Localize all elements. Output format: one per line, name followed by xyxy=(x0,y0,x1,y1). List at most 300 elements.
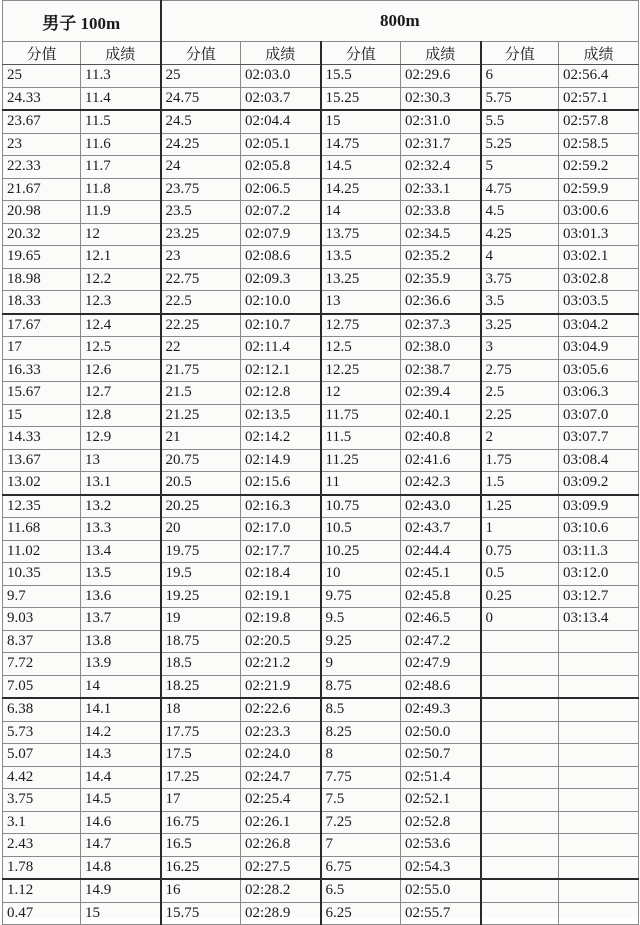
result-800m-cell xyxy=(559,789,639,812)
result-800m-cell: 02:31.0 xyxy=(401,110,481,133)
score-100m-cell: 5.73 xyxy=(3,721,81,744)
table-row xyxy=(3,291,639,314)
result-100m-cell: 13.7 xyxy=(81,608,161,631)
result-800m-cell xyxy=(559,721,639,744)
score-800m-cell: 19.5 xyxy=(161,563,241,586)
score-800m-cell: 18.25 xyxy=(161,675,241,698)
result-800m-cell: 02:54.3 xyxy=(401,856,481,879)
result-100m-cell: 14 xyxy=(81,675,161,698)
result-100m-cell: 12.2 xyxy=(81,268,161,291)
score-800m-cell xyxy=(481,630,559,653)
result-800m-cell: 03:01.3 xyxy=(559,223,639,246)
result-800m-cell: 02:51.4 xyxy=(401,766,481,789)
result-100m-cell: 12.9 xyxy=(81,427,161,450)
score-100m-cell: 20.98 xyxy=(3,201,81,224)
result-800m-cell: 02:44.4 xyxy=(401,540,481,563)
score-800m-cell: 11 xyxy=(321,472,401,495)
result-800m-cell: 02:03.0 xyxy=(241,65,321,88)
score-800m-cell: 7.25 xyxy=(321,811,401,834)
result-100m-cell: 12.1 xyxy=(81,246,161,269)
table-row xyxy=(3,540,639,563)
result-100m-cell: 13.2 xyxy=(81,495,161,518)
result-800m-cell: 02:09.3 xyxy=(241,268,321,291)
result-800m-cell: 03:02.1 xyxy=(559,246,639,269)
score-100m-cell: 23.67 xyxy=(3,110,81,133)
score-100m-cell: 7.72 xyxy=(3,653,81,676)
result-800m-cell: 02:37.3 xyxy=(401,314,481,337)
score-800m-cell: 16.25 xyxy=(161,856,241,879)
table-row xyxy=(3,268,639,291)
table-row xyxy=(3,766,639,789)
score-800m-cell: 0.25 xyxy=(481,585,559,608)
score-800m-cell: 11.5 xyxy=(321,427,401,450)
result-800m-cell: 02:43.7 xyxy=(401,518,481,541)
score-800m-cell: 21 xyxy=(161,427,241,450)
result-800m-cell: 02:12.1 xyxy=(241,359,321,382)
score-800m-cell: 11.75 xyxy=(321,404,401,427)
score-800m-cell: 23.75 xyxy=(161,178,241,201)
score-100m-cell: 1.12 xyxy=(3,879,81,902)
result-800m-cell: 02:42.3 xyxy=(401,472,481,495)
score-800m-cell: 13.5 xyxy=(321,246,401,269)
score-800m-cell: 3.25 xyxy=(481,314,559,337)
score-800m-cell: 8.5 xyxy=(321,698,401,721)
score-800m-cell: 22.75 xyxy=(161,268,241,291)
result-100m-cell: 11.9 xyxy=(81,201,161,224)
score-800m-cell: 4.5 xyxy=(481,201,559,224)
score-100m-cell: 17 xyxy=(3,337,81,360)
score-800m-cell xyxy=(481,766,559,789)
score-800m-cell: 12.25 xyxy=(321,359,401,382)
result-800m-cell: 02:21.9 xyxy=(241,675,321,698)
result-800m-cell xyxy=(559,744,639,767)
result-800m-cell xyxy=(559,811,639,834)
score-800m-cell: 19 xyxy=(161,608,241,631)
score-800m-cell: 25 xyxy=(161,65,241,88)
table-body xyxy=(3,65,639,925)
score-800m-cell xyxy=(481,744,559,767)
score-800m-cell: 1.5 xyxy=(481,472,559,495)
result-800m-cell: 02:33.1 xyxy=(401,178,481,201)
table-row xyxy=(3,563,639,586)
score-800m-cell: 12.5 xyxy=(321,337,401,360)
score-800m-cell: 24.25 xyxy=(161,133,241,156)
result-800m-cell: 02:12.8 xyxy=(241,382,321,405)
table-row xyxy=(3,472,639,495)
col-result-header: 成绩 xyxy=(559,42,639,65)
score-100m-cell: 5.07 xyxy=(3,744,81,767)
result-800m-cell: 02:25.4 xyxy=(241,789,321,812)
result-800m-cell: 02:33.8 xyxy=(401,201,481,224)
score-100m-cell: 17.67 xyxy=(3,314,81,337)
result-800m-cell: 03:04.2 xyxy=(559,314,639,337)
table-row xyxy=(3,223,639,246)
score-800m-cell: 6 xyxy=(481,65,559,88)
result-800m-cell: 02:32.4 xyxy=(401,156,481,179)
score-100m-cell: 19.65 xyxy=(3,246,81,269)
table-row xyxy=(3,495,639,518)
score-100m-cell: 3.75 xyxy=(3,789,81,812)
result-800m-cell: 02:43.0 xyxy=(401,495,481,518)
table-row xyxy=(3,585,639,608)
score-800m-cell: 3.75 xyxy=(481,268,559,291)
score-100m-cell: 6.38 xyxy=(3,698,81,721)
score-100m-cell: 20.32 xyxy=(3,223,81,246)
score-800m-cell: 3.5 xyxy=(481,291,559,314)
result-100m-cell: 15 xyxy=(81,902,161,925)
score-800m-cell: 8.25 xyxy=(321,721,401,744)
score-800m-cell: 13.75 xyxy=(321,223,401,246)
result-800m-cell: 02:59.2 xyxy=(559,156,639,179)
score-800m-cell: 17 xyxy=(161,789,241,812)
score-800m-cell: 5.25 xyxy=(481,133,559,156)
result-800m-cell: 02:57.1 xyxy=(559,87,639,110)
result-100m-cell: 14.7 xyxy=(81,834,161,857)
col-result-header: 成绩 xyxy=(81,42,161,65)
result-100m-cell: 14.8 xyxy=(81,856,161,879)
table-row xyxy=(3,404,639,427)
col-result-header: 成绩 xyxy=(241,42,321,65)
score-800m-cell: 16.5 xyxy=(161,834,241,857)
score-800m-cell: 0.75 xyxy=(481,540,559,563)
result-100m-cell: 11.3 xyxy=(81,65,161,88)
score-800m-cell xyxy=(481,902,559,925)
result-800m-cell: 02:50.0 xyxy=(401,721,481,744)
result-800m-cell: 02:57.8 xyxy=(559,110,639,133)
result-800m-cell: 02:21.2 xyxy=(241,653,321,676)
result-800m-cell xyxy=(559,766,639,789)
result-800m-cell: 03:05.6 xyxy=(559,359,639,382)
score-800m-cell: 9 xyxy=(321,653,401,676)
score-800m-cell: 5 xyxy=(481,156,559,179)
score-800m-cell: 18.5 xyxy=(161,653,241,676)
result-800m-cell: 02:40.8 xyxy=(401,427,481,450)
result-800m-cell: 02:23.3 xyxy=(241,721,321,744)
result-800m-cell: 02:31.7 xyxy=(401,133,481,156)
result-800m-cell: 02:03.7 xyxy=(241,87,321,110)
result-800m-cell: 02:19.8 xyxy=(241,608,321,631)
score-100m-cell: 8.37 xyxy=(3,630,81,653)
result-800m-cell: 03:11.3 xyxy=(559,540,639,563)
score-800m-cell: 14.5 xyxy=(321,156,401,179)
result-100m-cell: 13 xyxy=(81,449,161,472)
result-100m-cell: 12.6 xyxy=(81,359,161,382)
table-row xyxy=(3,65,639,88)
score-100m-cell: 16.33 xyxy=(3,359,81,382)
result-800m-cell: 02:55.0 xyxy=(401,879,481,902)
table-row xyxy=(3,133,639,156)
score-800m-cell: 22 xyxy=(161,337,241,360)
score-table xyxy=(2,0,639,925)
result-800m-cell: 02:40.1 xyxy=(401,404,481,427)
score-800m-cell: 22.25 xyxy=(161,314,241,337)
col-score-header: 分值 xyxy=(321,42,401,65)
result-800m-cell: 02:15.6 xyxy=(241,472,321,495)
result-800m-cell: 03:09.9 xyxy=(559,495,639,518)
result-100m-cell: 14.3 xyxy=(81,744,161,767)
score-800m-cell: 20.5 xyxy=(161,472,241,495)
score-800m-cell: 4 xyxy=(481,246,559,269)
result-800m-cell: 02:38.7 xyxy=(401,359,481,382)
score-800m-cell: 2.75 xyxy=(481,359,559,382)
result-800m-cell xyxy=(559,653,639,676)
score-800m-cell: 21.25 xyxy=(161,404,241,427)
score-800m-cell: 24 xyxy=(161,156,241,179)
table-row xyxy=(3,856,639,879)
result-100m-cell: 12.7 xyxy=(81,382,161,405)
score-800m-cell: 12.75 xyxy=(321,314,401,337)
score-100m-cell: 3.1 xyxy=(3,811,81,834)
result-800m-cell: 03:07.0 xyxy=(559,404,639,427)
score-800m-cell: 10.5 xyxy=(321,518,401,541)
result-800m-cell: 02:06.5 xyxy=(241,178,321,201)
score-sheet xyxy=(2,0,638,921)
score-800m-cell: 4.25 xyxy=(481,223,559,246)
result-800m-cell: 03:04.9 xyxy=(559,337,639,360)
result-800m-cell: 02:34.5 xyxy=(401,223,481,246)
result-100m-cell: 14.9 xyxy=(81,879,161,902)
table-row xyxy=(3,721,639,744)
result-100m-cell: 13.1 xyxy=(81,472,161,495)
score-100m-cell: 13.67 xyxy=(3,449,81,472)
table-row xyxy=(3,902,639,925)
table-row xyxy=(3,630,639,653)
score-800m-cell: 7.75 xyxy=(321,766,401,789)
result-800m-cell: 02:04.4 xyxy=(241,110,321,133)
result-800m-cell: 02:07.2 xyxy=(241,201,321,224)
result-800m-cell: 03:09.2 xyxy=(559,472,639,495)
result-800m-cell: 02:39.4 xyxy=(401,382,481,405)
result-800m-cell: 02:24.7 xyxy=(241,766,321,789)
score-100m-cell: 9.03 xyxy=(3,608,81,631)
score-800m-cell: 2 xyxy=(481,427,559,450)
score-800m-cell: 10.75 xyxy=(321,495,401,518)
result-100m-cell: 11.5 xyxy=(81,110,161,133)
col-result-header: 成绩 xyxy=(401,42,481,65)
score-800m-cell: 23 xyxy=(161,246,241,269)
result-800m-cell: 02:35.2 xyxy=(401,246,481,269)
result-800m-cell: 03:12.7 xyxy=(559,585,639,608)
table-row xyxy=(3,811,639,834)
score-800m-cell: 14.75 xyxy=(321,133,401,156)
score-100m-cell: 24.33 xyxy=(3,87,81,110)
score-800m-cell: 23.5 xyxy=(161,201,241,224)
score-100m-cell: 14.33 xyxy=(3,427,81,450)
score-800m-cell: 2.5 xyxy=(481,382,559,405)
result-800m-cell: 02:49.3 xyxy=(401,698,481,721)
score-100m-cell: 11.02 xyxy=(3,540,81,563)
col-score-header: 分值 xyxy=(481,42,559,65)
score-800m-cell: 15 xyxy=(321,110,401,133)
table-row xyxy=(3,449,639,472)
score-100m-cell: 23 xyxy=(3,133,81,156)
score-800m-cell: 20 xyxy=(161,518,241,541)
result-800m-cell xyxy=(559,675,639,698)
score-800m-cell: 14 xyxy=(321,201,401,224)
result-800m-cell: 02:29.6 xyxy=(401,65,481,88)
result-800m-cell: 02:05.8 xyxy=(241,156,321,179)
table-row xyxy=(3,675,639,698)
score-800m-cell: 2.25 xyxy=(481,404,559,427)
score-800m-cell: 23.25 xyxy=(161,223,241,246)
score-800m-cell: 6.5 xyxy=(321,879,401,902)
score-800m-cell: 7.5 xyxy=(321,789,401,812)
header-800m: 800m xyxy=(161,1,639,42)
result-800m-cell: 02:50.7 xyxy=(401,744,481,767)
table-row xyxy=(3,834,639,857)
score-800m-cell: 1.75 xyxy=(481,449,559,472)
score-100m-cell: 25 xyxy=(3,65,81,88)
result-800m-cell: 02:26.8 xyxy=(241,834,321,857)
score-800m-cell: 18 xyxy=(161,698,241,721)
result-100m-cell: 11.8 xyxy=(81,178,161,201)
score-800m-cell: 6.25 xyxy=(321,902,401,925)
score-800m-cell: 9.75 xyxy=(321,585,401,608)
result-800m-cell: 02:52.8 xyxy=(401,811,481,834)
score-100m-cell: 0.47 xyxy=(3,902,81,925)
result-800m-cell: 02:48.6 xyxy=(401,675,481,698)
table-row xyxy=(3,879,639,902)
result-800m-cell: 02:19.1 xyxy=(241,585,321,608)
header-100m: 男子 100m xyxy=(3,1,161,42)
score-800m-cell: 11.25 xyxy=(321,449,401,472)
result-800m-cell: 03:03.5 xyxy=(559,291,639,314)
result-100m-cell: 14.6 xyxy=(81,811,161,834)
table-row xyxy=(3,518,639,541)
result-100m-cell: 12.4 xyxy=(81,314,161,337)
score-100m-cell: 22.33 xyxy=(3,156,81,179)
result-800m-cell: 03:10.6 xyxy=(559,518,639,541)
score-800m-cell: 13.25 xyxy=(321,268,401,291)
result-800m-cell: 02:27.5 xyxy=(241,856,321,879)
result-800m-cell: 02:53.6 xyxy=(401,834,481,857)
score-800m-cell xyxy=(481,879,559,902)
result-800m-cell: 02:38.0 xyxy=(401,337,481,360)
score-800m-cell: 16 xyxy=(161,879,241,902)
result-800m-cell xyxy=(559,630,639,653)
score-800m-cell: 0 xyxy=(481,608,559,631)
result-800m-cell: 02:10.0 xyxy=(241,291,321,314)
result-800m-cell: 02:26.1 xyxy=(241,811,321,834)
score-800m-cell: 5.75 xyxy=(481,87,559,110)
result-100m-cell: 12 xyxy=(81,223,161,246)
score-800m-cell: 9.5 xyxy=(321,608,401,631)
score-800m-cell xyxy=(481,789,559,812)
result-800m-cell: 02:52.1 xyxy=(401,789,481,812)
result-800m-cell: 02:56.4 xyxy=(559,65,639,88)
score-800m-cell: 20.75 xyxy=(161,449,241,472)
result-800m-cell: 02:28.9 xyxy=(241,902,321,925)
result-800m-cell: 02:07.9 xyxy=(241,223,321,246)
score-800m-cell: 12 xyxy=(321,382,401,405)
score-100m-cell: 18.33 xyxy=(3,291,81,314)
result-100m-cell: 12.8 xyxy=(81,404,161,427)
score-800m-cell: 3 xyxy=(481,337,559,360)
score-100m-cell: 10.35 xyxy=(3,563,81,586)
result-800m-cell: 02:59.9 xyxy=(559,178,639,201)
score-800m-cell: 17.5 xyxy=(161,744,241,767)
score-800m-cell: 10 xyxy=(321,563,401,586)
score-800m-cell: 15.5 xyxy=(321,65,401,88)
result-100m-cell: 13.5 xyxy=(81,563,161,586)
table-row xyxy=(3,110,639,133)
score-100m-cell: 9.7 xyxy=(3,585,81,608)
result-800m-cell: 03:13.4 xyxy=(559,608,639,631)
result-800m-cell: 02:17.7 xyxy=(241,540,321,563)
score-100m-cell: 4.42 xyxy=(3,766,81,789)
score-800m-cell: 4.75 xyxy=(481,178,559,201)
result-800m-cell: 02:30.3 xyxy=(401,87,481,110)
table-row xyxy=(3,337,639,360)
table-row xyxy=(3,201,639,224)
score-100m-cell: 2.43 xyxy=(3,834,81,857)
result-800m-cell: 02:47.2 xyxy=(401,630,481,653)
score-800m-cell xyxy=(481,721,559,744)
score-800m-cell: 19.75 xyxy=(161,540,241,563)
score-800m-cell xyxy=(481,856,559,879)
score-800m-cell: 1.25 xyxy=(481,495,559,518)
result-100m-cell: 13.3 xyxy=(81,518,161,541)
score-800m-cell: 16.75 xyxy=(161,811,241,834)
score-100m-cell: 13.02 xyxy=(3,472,81,495)
score-800m-cell: 0.5 xyxy=(481,563,559,586)
result-800m-cell: 02:24.0 xyxy=(241,744,321,767)
result-800m-cell: 02:22.6 xyxy=(241,698,321,721)
score-800m-cell: 17.75 xyxy=(161,721,241,744)
result-100m-cell: 13.6 xyxy=(81,585,161,608)
score-800m-cell: 14.25 xyxy=(321,178,401,201)
result-800m-cell: 02:36.6 xyxy=(401,291,481,314)
result-800m-cell: 02:28.2 xyxy=(241,879,321,902)
result-800m-cell: 02:55.7 xyxy=(401,902,481,925)
score-100m-cell: 15 xyxy=(3,404,81,427)
result-800m-cell: 02:20.5 xyxy=(241,630,321,653)
table-row xyxy=(3,744,639,767)
result-800m-cell: 03:00.6 xyxy=(559,201,639,224)
table-row xyxy=(3,382,639,405)
score-800m-cell xyxy=(481,811,559,834)
result-800m-cell: 02:45.8 xyxy=(401,585,481,608)
result-800m-cell: 02:05.1 xyxy=(241,133,321,156)
result-800m-cell: 02:41.6 xyxy=(401,449,481,472)
result-100m-cell: 11.6 xyxy=(81,133,161,156)
score-800m-cell: 22.5 xyxy=(161,291,241,314)
result-100m-cell: 13.9 xyxy=(81,653,161,676)
result-100m-cell: 14.1 xyxy=(81,698,161,721)
score-100m-cell: 1.78 xyxy=(3,856,81,879)
result-800m-cell: 02:18.4 xyxy=(241,563,321,586)
score-800m-cell: 9.25 xyxy=(321,630,401,653)
score-800m-cell xyxy=(481,834,559,857)
table-row xyxy=(3,653,639,676)
table-row xyxy=(3,698,639,721)
result-800m-cell: 02:58.5 xyxy=(559,133,639,156)
table-row xyxy=(3,178,639,201)
table-row xyxy=(3,427,639,450)
score-100m-cell: 21.67 xyxy=(3,178,81,201)
result-800m-cell: 03:08.4 xyxy=(559,449,639,472)
table-row xyxy=(3,156,639,179)
result-800m-cell xyxy=(559,902,639,925)
table-row xyxy=(3,359,639,382)
score-100m-cell: 11.68 xyxy=(3,518,81,541)
score-100m-cell: 18.98 xyxy=(3,268,81,291)
result-100m-cell: 11.4 xyxy=(81,87,161,110)
score-800m-cell: 8 xyxy=(321,744,401,767)
score-800m-cell: 10.25 xyxy=(321,540,401,563)
result-100m-cell: 13.8 xyxy=(81,630,161,653)
table-row xyxy=(3,608,639,631)
